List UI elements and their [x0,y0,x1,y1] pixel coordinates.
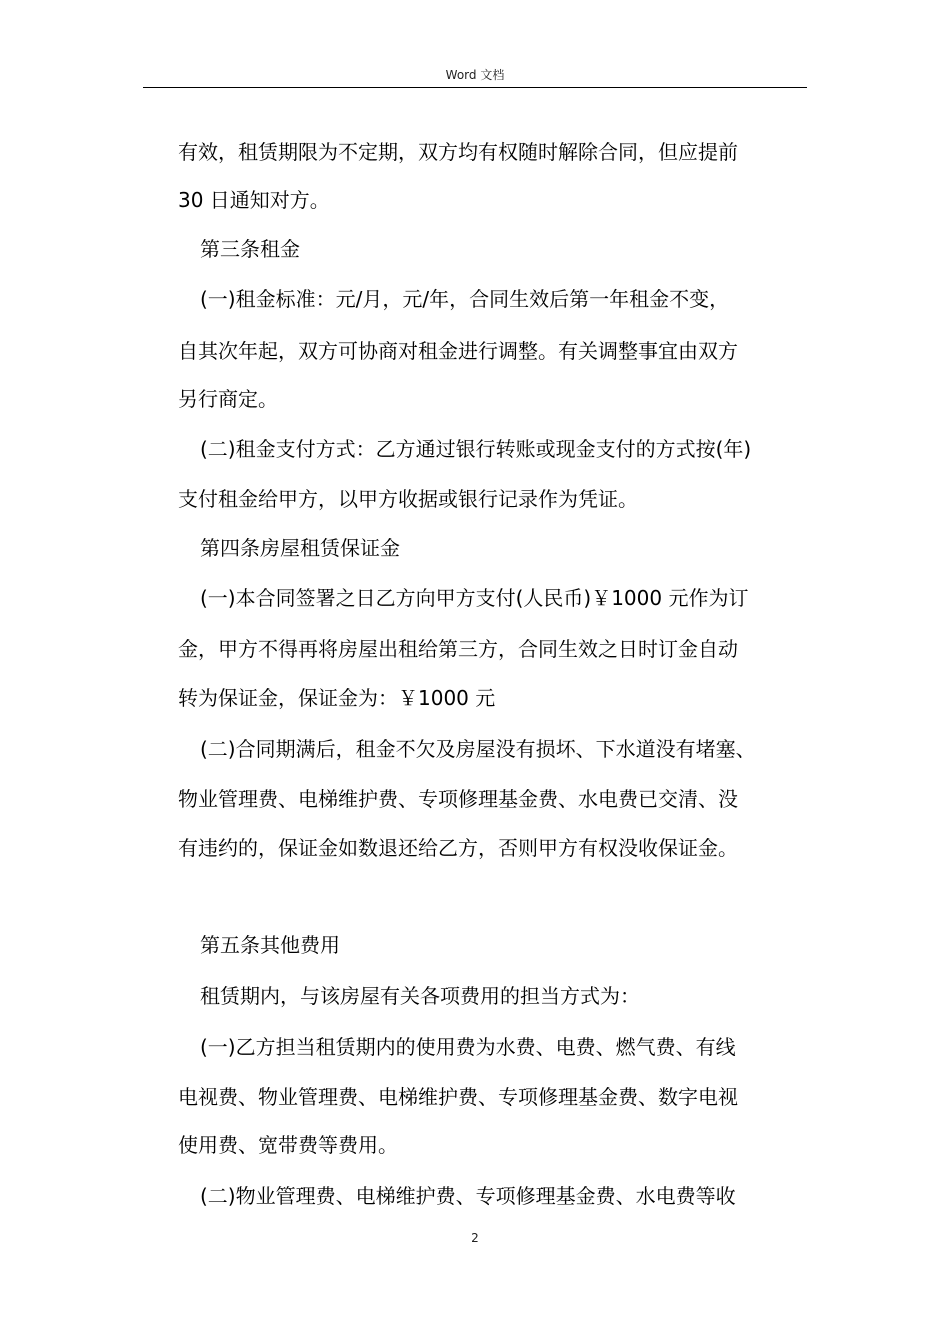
body-line: 电视费、物业管理费、电梯维护费、专项修理基金费、数字电视 [178,1085,738,1109]
body-line: (一)租金标准：元/月，元/年，合同生效后第一年租金不变， [200,287,730,311]
body-line: (一)本合同签署之日乙方向甲方支付(人民币)￥1000 元作为订 [200,586,749,610]
body-line: 有效，租赁期限为不定期，双方均有权随时解除合同，但应提前 [178,140,738,164]
body-line: 使用费、宽带费等费用。 [178,1133,398,1157]
body-line: 转为保证金，保证金为：￥1000 元 [178,686,496,710]
section-heading-deposit: 第四条房屋租赁保证金 [200,536,400,560]
body-line: (一)乙方担当租赁期内的使用费为水费、电费、燃气费、有线 [200,1035,736,1059]
body-line: 自其次年起，双方可协商对租金进行调整。有关调整事宜由双方 [178,339,738,363]
page-header-title: Word 文档 [445,68,505,82]
body-line: (二)合同期满后，租金不欠及房屋没有损坏、下水道没有堵塞、 [200,737,756,761]
section-heading-other-fees: 第五条其他费用 [200,933,340,957]
header-divider [143,87,807,88]
body-line: 租赁期内，与该房屋有关各项费用的担当方式为： [200,984,640,1008]
page-number: 2 [471,1231,479,1245]
body-line: (二)物业管理费、电梯维护费、专项修理基金费、水电费等收 [200,1184,736,1208]
body-line: (二)租金支付方式：乙方通过银行转账或现金支付的方式按(年) [200,437,752,461]
body-line: 支付租金给甲方，以甲方收据或银行记录作为凭证。 [178,487,638,511]
body-line: 另行商定。 [178,387,278,411]
body-line: 30 日通知对方。 [178,188,330,212]
body-line: 物业管理费、电梯维护费、专项修理基金费、水电费已交清、没 [178,787,738,811]
body-line: 有违约的，保证金如数退还给乙方，否则甲方有权没收保证金。 [178,836,738,860]
body-line: 金，甲方不得再将房屋出租给第三方，合同生效之日时订金自动 [178,637,738,661]
section-heading-rent: 第三条租金 [200,237,300,261]
